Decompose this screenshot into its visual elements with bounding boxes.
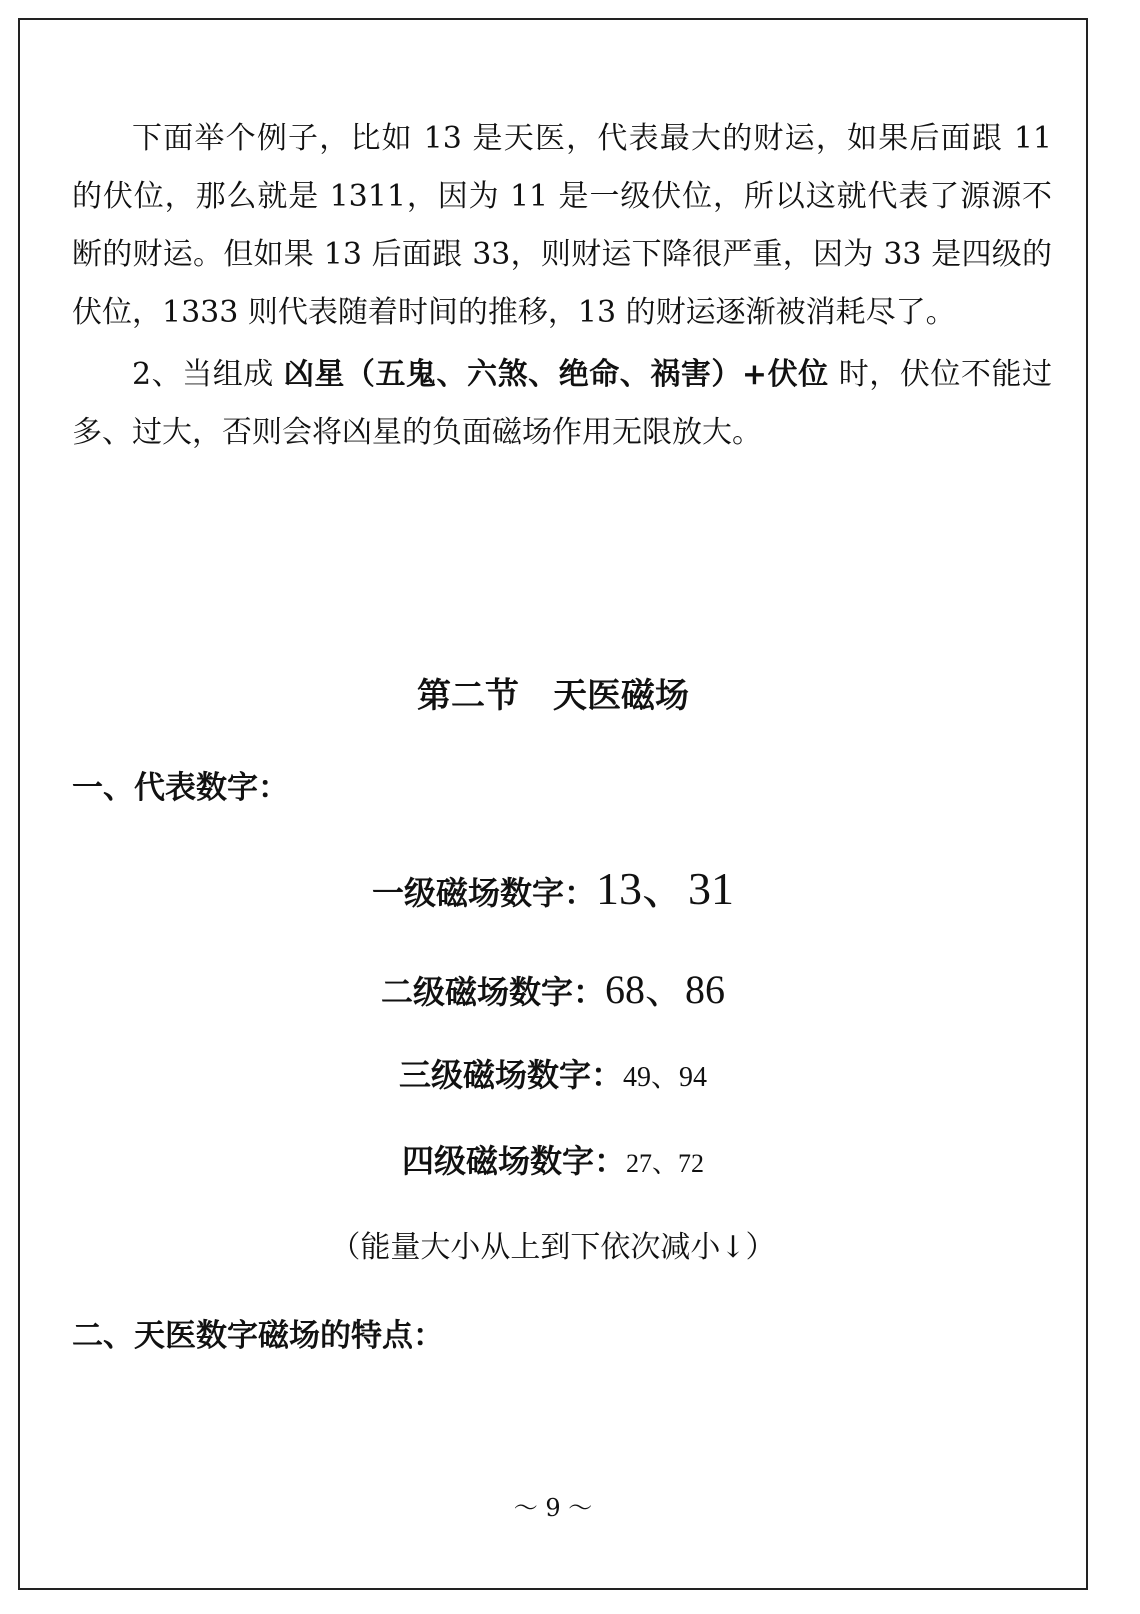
level-4-line (0, 1136, 1106, 1182)
heading-representative-numbers: 一、代表数字： (72, 770, 289, 806)
example-paragraph (72, 110, 1052, 342)
rule-paragraph (72, 346, 1052, 462)
paragraph-suffix: 时，伏位不能过多、过大，否则会将凶星的负面磁场作用无限放大。 (72, 357, 1052, 450)
energy-note: （能量大小从上到下依次减小↓） (330, 1230, 776, 1265)
level-label: 二级磁场数字： (380, 973, 605, 1011)
page-number: ～ 9 ～ (513, 1494, 593, 1522)
heading-characteristics: 二、天医数字磁场的特点： (72, 1318, 444, 1354)
bold-phrase: 凶星（五鬼、六煞、绝命、祸害）+伏位 (283, 357, 829, 392)
level-2-line (0, 958, 1106, 1015)
level-3-line (0, 1050, 1106, 1096)
level-label: 三级磁场数字： (398, 1056, 623, 1094)
level-numbers: 13、31 (596, 863, 734, 914)
level-label: 四级磁场数字： (401, 1142, 626, 1180)
level-numbers: 49、94 (623, 1062, 708, 1093)
level-numbers: 27、72 (626, 1149, 705, 1178)
paragraph-text: 下面举个例子，比如 13 是天医，代表最大的财运，如果后面跟 11 的伏位，那么就是 1311，因为 11 是一级伏位，所以这就代表了源源不断的财运。但如果 13 后面跟 33，则财运下降很严重，因为 33 是四级的伏位，1333 则代表随着时间的推移，13 的财运逐渐被消耗尽了。 (72, 121, 1052, 330)
section-title: 第二节 天医磁场 (417, 676, 689, 716)
paragraph-prefix: 2、当组成 (132, 357, 284, 392)
level-numbers: 68、86 (605, 967, 725, 1012)
level-1-line (0, 852, 1106, 918)
level-label: 一级磁场数字： (371, 874, 596, 912)
